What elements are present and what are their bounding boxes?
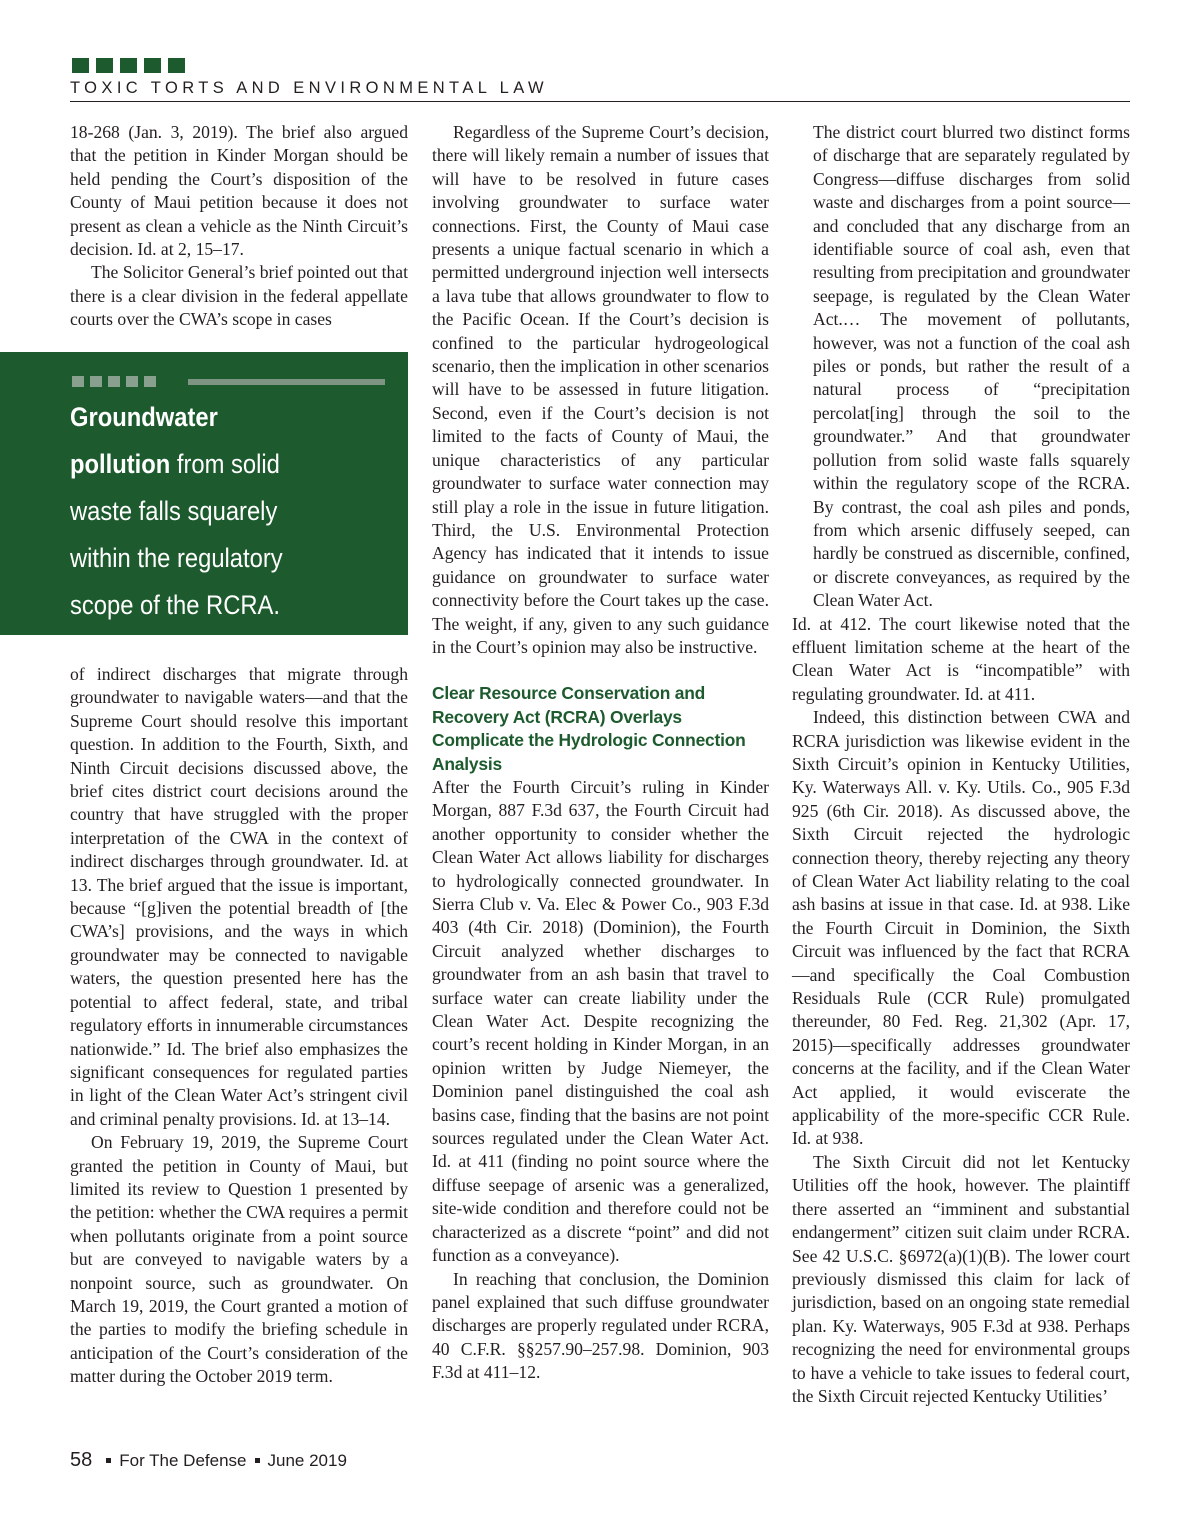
- block-quote: The district court blurred two distinct forms of discharge that are separately regulated by Congress—diffuse discharges from solid waste and discharges from a point source—and concluded that any discharge from an identifiable source of coal ash, even that resulting from precipitation and groundwater seepage, is regulated by the Clean Water Act.… The movement of pollutants, however, was not a function of the coal ash piles or ponds, but rather the result of a natural process of “precipitation percolat[ing] through the soil to the groundwater.” And that groundwater pollution from solid waste falls squarely within the regulatory scope of the RCRA. By contrast, the coal ash piles and ponds, from which arsenic diffusely seeped, can hardly be construed as discernible, confined, or discrete conveyances, as required by the Clean Water Act.: [813, 122, 1130, 611]
- header-square: [120, 58, 137, 73]
- column-3: [792, 121, 1130, 1408]
- column-1-bottom: [70, 663, 408, 1389]
- paragraph: After the Fourth Circuit’s ruling in Kinder Morgan, 887 F.3d 637, the Fourth Circuit had another opportunity to consider whether the Clean Water Act allows liability for discharges to hydrologically connected groundwater. In Sierra Club v. Va. Elec & Power Co., 903 F.3d 403 (4th Cir. 2018) (Dominion), the Fourth Circuit analyzed whether discharges to groundwater from an ash basin that travel to surface water can create liability under the Clean Water Act. Despite recognizing the court’s recent holding in Kinder Morgan, in an opinion written by Judge Niemeyer, the Dominion panel distinguished the coal ash basins case, finding that the basins are not point sources regulated under the Clean Water Act. Id. at 411 (finding no point source where the diffuse seepage of arsenic was a generalized, site-wide condition and therefore could not be characterized as a discrete “point” and did not function as a conveyance).: [432, 776, 769, 1266]
- paragraph: On February 19, 2019, the Supreme Court granted the petition in County of Maui, but limited its review to Question 1 presented by the petition: whether the CWA requires a permit when pollutants originate from a point source but are conveyed to navigable waters by a nonpoint source, such as groundwater. On March 19, 2019, the Court granted a motion of the parties to modify the briefing schedule in anticipation of the Court’s consideration of the matter during the October 2019 term.: [70, 1132, 408, 1387]
- section-subheading: Clear Resource Conservation and Recovery Act (RCRA) Overlays Complicate the Hydrologic Connection Analysis: [432, 683, 746, 774]
- paragraph: The Sixth Circuit did not let Kentucky Utilities off the hook, however. The plaintiff there asserted an “imminent and substantial endangerment” citizen suit claim under RCRA. See 42 U.S.C. §6972(a)(1)(B). The lower court previously dismissed this claim for lack of jurisdiction, based on an ongoing state remedial plan. Ky. Waterways, 905 F.3d at 938. Perhaps recognizing the need for environmental groups to have a vehicle to take issues to federal court, the Sixth Circuit rejected Kentucky Utilities’: [792, 1151, 1130, 1406]
- paragraph: The Solicitor General’s brief pointed out that there is a clear division in the federal appellate courts over the CWA’s scope in cases: [70, 262, 408, 330]
- pull-quote-text: [70, 394, 352, 629]
- header-squares-decoration: [72, 58, 185, 73]
- header-square: [96, 58, 113, 73]
- column-1-top: [70, 121, 408, 332]
- paragraph: 18-268 (Jan. 3, 2019). The brief also argued that the petition in Kinder Morgan should be held pending the Court’s disposition of the County of Maui petition because it does not present as clean a vehicle as the Ninth Circuit’s decision. Id. at 2, 15–17.: [70, 122, 408, 260]
- column-2: [432, 121, 769, 1385]
- header-square: [168, 58, 185, 73]
- pull-quote: [0, 352, 408, 635]
- paragraph: of indirect discharges that migrate through groundwater to navigable waters—and that the Supreme Court should resolve this important question. In addition to the Fourth, Sixth, and Ninth Circuit decisions discussed above, the brief cites district court decisions around the country that have struggled with the proper interpretation of the CWA in the context of indirect discharges through groundwater. Id. at 13. The brief argued that the issue is important, because “[g]iven the potential breadth of [the CWA’s] provisions, and the ways in which groundwater may be connected to navigable waters, the question presented here has the potential to affect federal, state, and tribal regulatory efforts in innumerable circumstances nationwide.” Id. The brief also emphasizes the significant consequences for regulated parties in light of the Clean Water Act’s stringent civil and criminal penalty provisions. Id. at 13–14.: [70, 664, 408, 1129]
- section-title: TOXIC TORTS AND ENVIRONMENTAL LAW: [70, 79, 549, 97]
- header-square: [72, 58, 89, 73]
- page-footer: [70, 1448, 347, 1473]
- paragraph: In reaching that conclusion, the Dominion panel explained that such diffuse groundwater discharges are properly regulated under RCRA, 40 C.F.R. §§257.90–257.98. Dominion, 903 F.3d at 411–12.: [432, 1268, 769, 1383]
- publication-name: For The Defense: [119, 1451, 247, 1470]
- pull-quote-squares-decoration: [72, 376, 156, 387]
- paragraph: Regardless of the Supreme Court’s decision, there will likely remain a number of issues that will have to be resolved in future cases involving groundwater to surface water connections. First, the County of Maui case presents a unique factual scenario in which a permitted underground injection well intersects a lava tube that allows groundwater to flow to the Pacific Ocean. If the Court’s decision is confined to the particular hydrogeological scenario, then the implication in other scenarios will have to be assessed in future litigation. Second, even if the Court’s decision is not limited to the facts of County of Maui, the unique characteristics of any particular groundwater to surface water connection may still play a role in the issue in future litigation. Third, the U.S. Environmental Protection Agency has indicated that it intends to issue guidance on groundwater to surface water connectivity before the Court takes up the case. The weight, if any, given to any such guidance in the Court’s opinion may also be instructive.: [432, 122, 769, 657]
- paragraph: Id. at 412. The court likewise noted that the effluent limitation scheme at the heart of the Clean Water Act is “incompatible” with regulating groundwater. Id. at 411.: [792, 613, 1130, 704]
- page-number: 58: [70, 1449, 93, 1471]
- bullet-separator: [255, 1458, 260, 1463]
- header-square: [144, 58, 161, 73]
- bullet-separator: [106, 1458, 111, 1463]
- issue-date: June 2019: [267, 1451, 347, 1470]
- pull-quote-rule: [188, 379, 385, 385]
- header-divider: [70, 101, 1130, 102]
- pull-quote-rest: from solid waste falls squarely within the regulatory scope of the RCRA.: [70, 449, 283, 620]
- pull-quote-bold: Groundwater pollution: [70, 402, 218, 479]
- paragraph: Indeed, this distinction between CWA and RCRA jurisdiction was likewise evident in the Sixth Circuit’s opinion in Kentucky Utilities, Ky. Waterways All. v. Ky. Utils. Co., 905 F.3d 925 (6th Cir. 2018). As discussed above, the Sixth Circuit rejected the hydrologic connection theory, thereby rejecting any theory of Clean Water Act liability relating to the coal ash basins at issue in that case. Id. at 938. Like the Fourth Circuit in Dominion, the Sixth Circuit was influenced by the fact that RCRA—and specifically the Coal Combustion Residuals Rule (CCR Rule) promulgated thereunder, 80 Fed. Reg. 21,302 (Apr. 17, 2015)—specifically addresses groundwater concerns at the facility, and if the Clean Water Act applied, it would eviscerate the applicability of the more-specific CCR Rule. Id. at 938.: [792, 707, 1130, 1149]
